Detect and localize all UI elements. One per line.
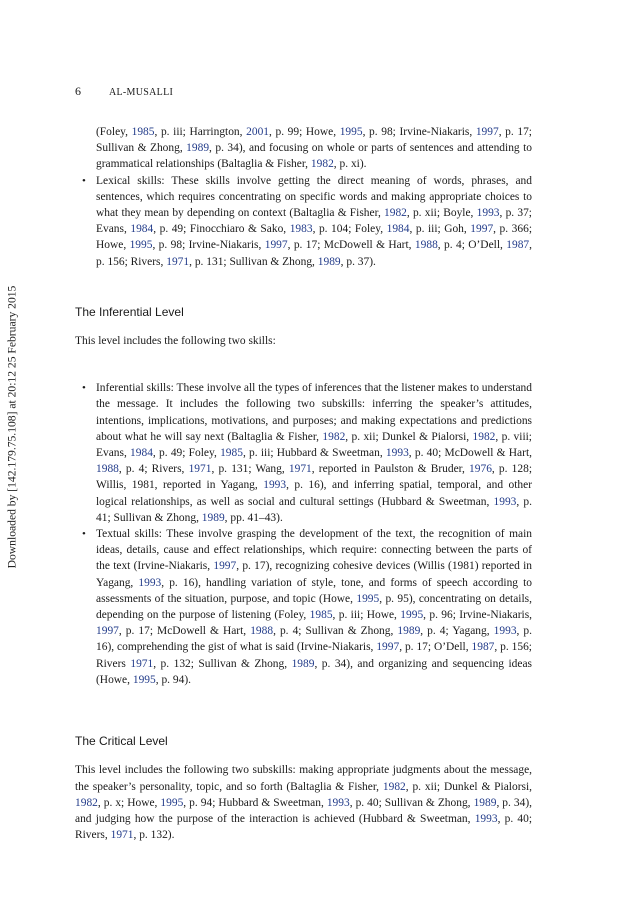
bullet-icon: • [82, 174, 86, 187]
bullet-icon: • [82, 382, 86, 395]
citation-year-link[interactable]: 1971 [288, 463, 312, 476]
citation-year-link[interactable]: 1995 [129, 239, 153, 252]
bullet-icon: • [82, 528, 86, 541]
citation-year-link[interactable]: 1989 [317, 255, 341, 268]
continuation-paragraph: (Foley, 1985, p. iii; Harrington, 2001, p. 99; Howe, 1995, p. 98; Irvine-Niakaris, 1997, p. 17; Sullivan & Zhong, 1989, p. 34), and focusing on whole or parts of sentences and attending to grammatical relationships (Baltaglia & Fisher, 1982, p. xi). [96, 126, 533, 171]
list-item [75, 173, 532, 270]
citation-year-link[interactable]: 1987 [471, 641, 495, 654]
citation-year-link[interactable]: 1997 [470, 223, 494, 236]
citation-year-link[interactable]: 1985 [309, 609, 333, 622]
list-item-text: Inferential skills: These involve all the types of inferences that the listener makes to understand the message. It includes the following two subskills: inferring the speaker’s attitudes, intentions, implications, motivations, and purposes; and making expectations and predictions about what he will say next (Baltaglia & Fisher, 1982, p. xii; Dunkel & Pialorsi, 1982, p. viii; Evans, 1984, p. 49; Foley, 1985, p. iii; Hubbard & Sweetman, 1993, p. 40; McDowell & Hart, 1988, p. 4; Rivers, 1971, p. 131; Wang, 1971, reported in Paulston & Bruder, 1976, p. 128; Willis, 1981, reported in Yagang, 1993, p. 16), and inferring spatial, temporal, and other logical relationships, as well as social and cultural settings (Hubbard & Sweetman, 1993, p. 41; Sullivan & Zhong, 1989, pp. 41–43). [96, 382, 533, 524]
citation-year-link[interactable]: 1993 [138, 576, 162, 589]
citation-year-link[interactable]: 1997 [264, 239, 288, 252]
citation-year-link[interactable]: 1982 [75, 796, 98, 809]
section-heading-critical: The Critical Level [75, 734, 168, 749]
citation-year-link[interactable]: 1989 [291, 657, 315, 670]
citation-year-link[interactable]: 2001 [246, 126, 269, 138]
list-item [75, 526, 532, 688]
section-intro-inferential: This level includes the following two skills: [75, 335, 276, 348]
citation-year-link[interactable]: 1988 [414, 239, 438, 252]
list-item [75, 380, 532, 526]
running-head: AL-MUSALLI [109, 87, 174, 98]
citation-year-link[interactable]: 1985 [220, 447, 243, 460]
citation-year-link[interactable]: 1984 [130, 223, 154, 236]
citation-year-link[interactable]: 1997 [96, 625, 119, 638]
citation-year-link[interactable]: 1993 [474, 812, 498, 825]
citation-year-link[interactable]: 1993 [493, 625, 517, 638]
download-watermark [2, 0, 22, 912]
citation-year-link[interactable]: 1987 [506, 239, 530, 252]
citation-year-link[interactable]: 1983 [289, 223, 313, 236]
citation-year-link[interactable]: 1971 [130, 657, 154, 670]
citation-year-link[interactable]: 1989 [397, 625, 421, 638]
citation-year-link[interactable]: 1989 [201, 511, 225, 524]
citation-year-link[interactable]: 1982 [310, 158, 334, 171]
page-number: 6 [75, 84, 81, 98]
citation-year-link[interactable]: 1993 [326, 796, 350, 809]
citation-year-link[interactable]: 1976 [469, 463, 492, 476]
citation-year-link[interactable]: 1995 [356, 592, 380, 605]
citation-year-link[interactable]: 1971 [188, 463, 212, 476]
citation-year-link[interactable]: 1982 [384, 207, 407, 220]
page-header [75, 84, 173, 99]
page-body [75, 124, 532, 843]
citation-year-link[interactable]: 1982 [322, 430, 346, 443]
citation-year-link[interactable]: 1984 [386, 223, 410, 236]
download-note: Downloaded by [142.179.75.108] at 20:12 25 February 2015 [5, 285, 19, 569]
citation-year-link[interactable]: 1989 [186, 142, 210, 155]
citation-year-link[interactable]: 1982 [472, 430, 496, 443]
citation-year-link[interactable]: 1985 [131, 126, 155, 138]
citation-year-link[interactable]: 1982 [382, 780, 406, 793]
list-item-text: Textual skills: These involve grasping the development of the text, the recognition of main ideas, details, cause and effect relationships, which require: connecting between the parts of the text (Irvine-Niakaris, 1997, p. 17), recognizing cohesive devices (Willis (1981) reported in Yagang, 1993, p. 16), handling variation of style, tone, and forms of speech according to assessments of the situation, purpose, and topic (Howe, 1995, p. 95), concentrating on details, depending on the purpose of listening (Foley, 1985, p. iii; Howe, 1995, p. 96; Irvine-Niakaris, 1997, p. 17; McDowell & Hart, 1988, p. 4; Sullivan & Zhong, 1989, p. 4; Yagang, 1993, p. 16), comprehending the gist of what is said (Irvine-Niakaris, 1997, p. 17; O’Dell, 1987, p. 156; Rivers 1971, p. 132; Sullivan & Zhong, 1989, p. 34), and organizing and sequencing ideas (Howe, 1995, p. 94). [96, 528, 533, 686]
citation-year-link[interactable]: 1989 [473, 796, 497, 809]
citation-year-link[interactable]: 1971 [110, 829, 134, 842]
citation-year-link[interactable]: 1993 [263, 479, 287, 492]
citation-year-link[interactable]: 1984 [130, 447, 153, 460]
section-body-critical: This level includes the following two subskills: making appropriate judgments about the message, the speaker’s personality, topic, and so forth (Baltaglia & Fisher, 1982, p. xii; Dunkel & Pialorsi, 1982, p. x; Howe, 1995, p. 94; Hubbard & Sweetman, 1993, p. 40; Sullivan & Zhong, 1989, p. 34), and judging how the purpose of the interaction is achieved (Hubbard & Sweetman, 1993, p. 40; Rivers, 1971, p. 132). [75, 764, 532, 842]
citation-year-link[interactable]: 1988 [96, 463, 119, 476]
citation-year-link[interactable]: 1988 [250, 625, 274, 638]
citation-year-link[interactable]: 1995 [160, 796, 184, 809]
citation-year-link[interactable]: 1995 [400, 609, 424, 622]
citation-year-link[interactable]: 1993 [385, 447, 409, 460]
section-heading-inferential: The Inferential Level [75, 304, 184, 319]
citation-year-link[interactable]: 1995 [132, 673, 156, 686]
citation-year-link[interactable]: 1971 [166, 255, 190, 268]
citation-year-link[interactable]: 1995 [339, 126, 363, 138]
list-item-text: Lexical skills: These skills involve getting the direct meaning of words, phrases, and sentences, which requires concentrating on specific words and making appropriate choices to what they mean by depending on context (Baltaglia & Fisher, 1982, p. xii; Boyle, 1993, p. 37; Evans, 1984, p. 49; Finocchiaro & Sako, 1983, p. 104; Foley, 1984, p. iii; Goh, 1997, p. 366; Howe, 1995, p. 98; Irvine-Niakaris, 1997, p. 17; McDowell & Hart, 1988, p. 4; O’Dell, 1987, p. 156; Rivers, 1971, p. 131; Sullivan & Zhong, 1989, p. 37). [96, 174, 532, 268]
skills-list-inferential [75, 380, 532, 688]
citation-year-link[interactable]: 1993 [493, 495, 517, 508]
citation-year-link[interactable]: 1997 [475, 126, 499, 138]
citation-year-link[interactable]: 1997 [376, 641, 400, 654]
citation-year-link[interactable]: 1993 [476, 207, 500, 220]
skills-list-literal [75, 173, 532, 270]
citation-year-link[interactable]: 1997 [213, 560, 237, 573]
